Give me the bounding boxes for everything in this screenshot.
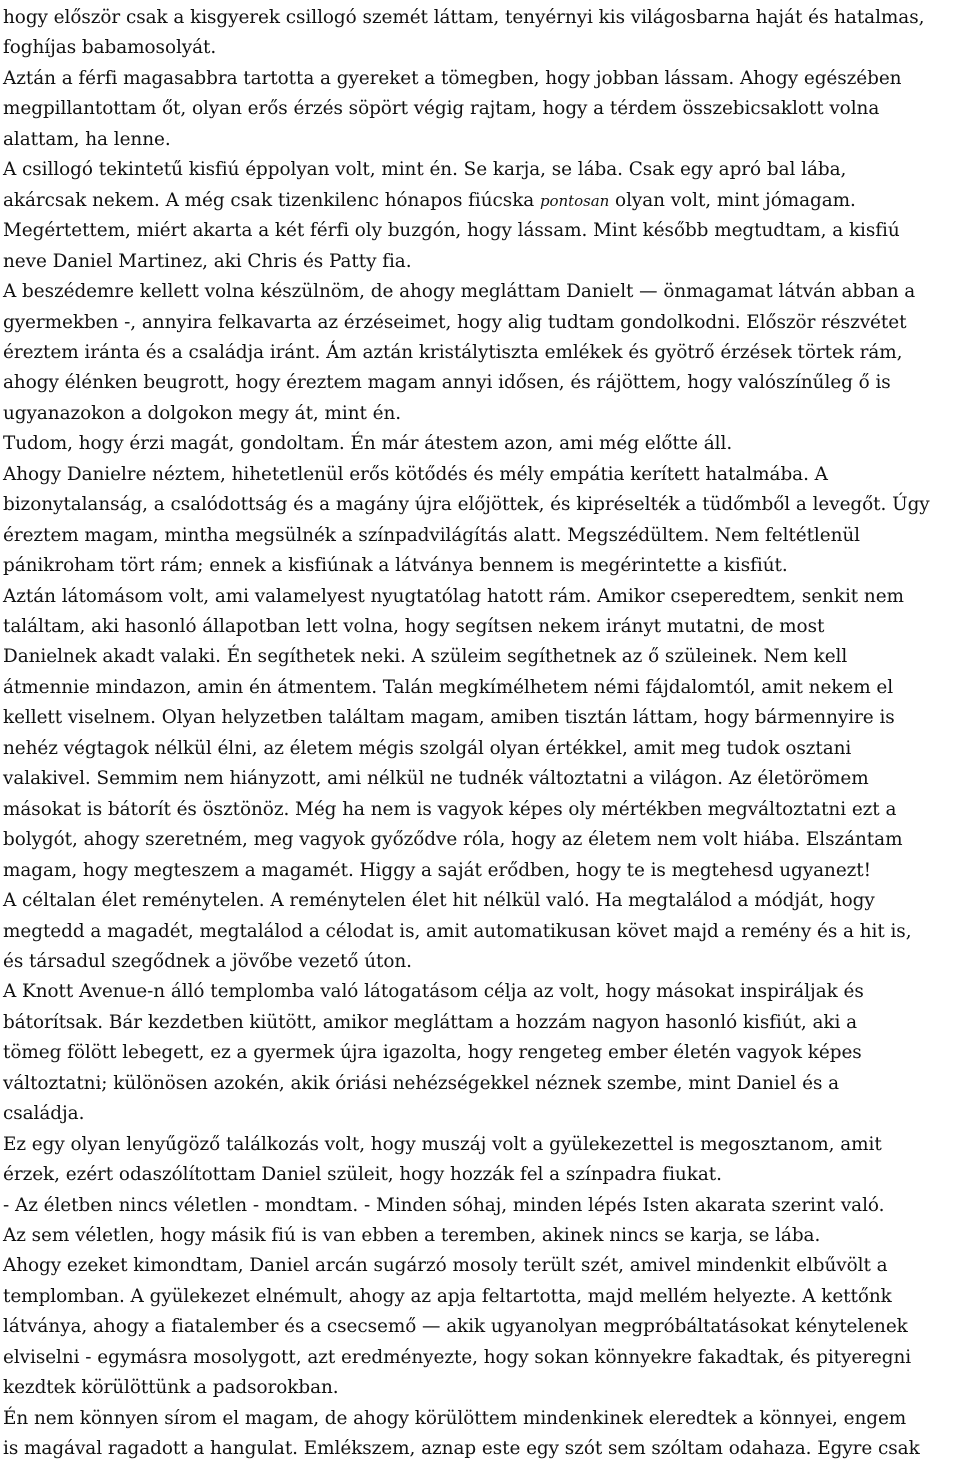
text-line: gyermekben -, annyira felkavarta az érzéseimet, hogy alig tudtam gondolkodni. Először részvétet bbox=[3, 311, 907, 333]
text-line: Az sem véletlen, hogy másik fiú is van ebben a teremben, akinek nincs se karja, se lába. bbox=[3, 1225, 821, 1246]
text-line: is magával ragadott a hangulat. Emlékszem, aznap este egy szót sem szóltam odahaza. Egyre csak bbox=[3, 1438, 920, 1460]
text-line: kellett viselnem. Olyan helyzetben találtam magam, amiben tisztán láttam, hogy bármennyire is bbox=[3, 707, 895, 729]
text-line: Ahogy Danielre néztem, hihetetlenül erős kötődés és mély empátia kerített hatalmába. A bbox=[3, 463, 828, 485]
text-line: bolygót, ahogy szeretném, meg vagyok győződve róla, hogy az életem nem volt hiába. Elszántam bbox=[3, 829, 903, 851]
text-line: A Knott Avenue-n álló templomba való látogatásom célja az volt, hogy másokat inspiráljak és bbox=[3, 981, 864, 1003]
text-line: éreztem iránta és a családja iránt. Ám aztán kristálytiszta emlékek és gyötrő érzések törtek rám, bbox=[3, 341, 903, 363]
text-line: hogy először csak a kisgyerek csillogó szemét láttam, tenyérnyi kis világosbarna haját és hatalmas, bbox=[3, 7, 925, 28]
text-line: Aztán a férfi magasabbra tartotta a gyereket a tömegben, hogy jobban lássam. Ahogy egészében bbox=[3, 67, 902, 89]
text-line: látványa, ahogy a fiatalember és a csecsemő — akik ugyanolyan megpróbáltatásokat kénytelenek bbox=[3, 1316, 908, 1338]
text-line: nehéz végtagok nélkül élni, az életem mégis szolgál olyan értékkel, amit meg tudok osztani bbox=[3, 737, 852, 759]
text-line: - Az életben nincs véletlen - mondtam. - Minden sóhaj, minden lépés Isten akarata szerint való. bbox=[3, 1194, 885, 1216]
text-segment: olyan volt, mint jómagam. bbox=[609, 189, 856, 211]
text-line: pánikroham tört rám; ennek a kisfiúnak a látványa bennem is megérintette a kisfiút. bbox=[3, 555, 788, 577]
text-line: A csillogó tekintetű kisfiú éppolyan volt, mint én. Se karja, se lába. Csak egy apró bal lába, bbox=[3, 159, 847, 181]
text-line: Aztán látomásom volt, ami valamelyest nyugtatólag hatott rám. Amikor cseperedtem, senkit nem bbox=[3, 585, 904, 607]
text-line: templomban. A gyülekezet elnémult, ahogy az apja feltartotta, majd mellém helyezte. A kettőnk bbox=[3, 1285, 892, 1307]
text-line: elviselni - egymásra mosolygott, azt eredményezte, hogy sokan könnyekre fakadtak, és pityeregni bbox=[3, 1346, 912, 1368]
text-line: tömeg fölött lebegett, ez a gyermek újra igazolta, hogy rengeteg ember életén vagyok képes bbox=[3, 1042, 862, 1064]
text-line: Ez egy olyan lenyűgöző találkozás volt, hogy muszáj volt a gyülekezettel is megosztanom, amit bbox=[3, 1133, 882, 1155]
text-segment: akárcsak nekem. A még csak tizenkilenc hónapos fiúcska bbox=[3, 189, 540, 211]
text-line: ahogy élénken beugrott, hogy éreztem magam annyi idősen, és rájöttem, hogy valószínűleg ő is bbox=[3, 372, 891, 394]
italic-word: pontosan bbox=[540, 191, 610, 210]
text-line: Tudom, hogy érzi magát, gondoltam. Én már átestem azon, ami még előtte áll. bbox=[3, 433, 733, 455]
text-line: kezdtek körülöttünk a padsorokban. bbox=[3, 1377, 339, 1399]
text-line: bátorítsak. Bár kezdetben kiütött, amikor megláttam a hozzám nagyon hasonló kisfiút, aki a bbox=[3, 1011, 858, 1033]
text-line: A beszédemre kellett volna készülnöm, de ahogy megláttam Danielt — önmagamat látván abban a bbox=[3, 281, 916, 303]
text-line: megpillantottam őt, olyan erős érzés söpört végig rajtam, hogy a térdem összebicsaklott volna bbox=[3, 98, 880, 120]
text-line: változtatni; különösen azokén, akik óriási nehézségekkel néznek szembe, mint Daniel és a bbox=[3, 1072, 840, 1094]
text-line: A céltalan élet reménytelen. A reménytelen élet hit nélkül való. Ha megtalálod a módját, hogy bbox=[3, 890, 875, 912]
text-line: Ahogy ezeket kimondtam, Daniel arcán sugárzó mosoly terült szét, amivel mindenkit elbűvölt a bbox=[3, 1255, 888, 1277]
text-line: ugyanazokon a dolgokon megy át, mint én. bbox=[3, 402, 402, 424]
text-line: megtedd a magadét, megtalálod a célodat is, amit automatikusan követ majd a remény és a hit is, bbox=[3, 920, 912, 942]
text-line: családja. bbox=[3, 1103, 85, 1125]
text-line: neve Daniel Martinez, aki Chris és Patty fia. bbox=[3, 250, 412, 272]
text-line: alattam, ha lenne. bbox=[3, 128, 171, 150]
text-line: bizonytalanság, a csalódottság és a magány újra előjöttek, és kipréselték a tüdőmből a levegőt. Úgy bbox=[3, 494, 930, 516]
text-line: találtam, aki hasonló állapotban lett volna, hogy segítsen nekem irányt mutatni, de most bbox=[3, 616, 825, 637]
text-line: Megértettem, miért akarta a két férfi oly buzgón, hogy lássam. Mint később megtudtam, a kisfiú bbox=[3, 220, 900, 242]
text-line: átmennie mindazon, amin én átmentem. Talán megkímélhetem némi fájdalomtól, amit nekem el bbox=[3, 676, 894, 698]
text-line: Én nem könnyen sírom el magam, de ahogy körülöttem mindenkinek eleredtek a könnyei, engem bbox=[3, 1407, 907, 1429]
text-line: és társadul szegődnek a jövőbe vezető úton. bbox=[3, 950, 412, 972]
text-line: másokat is bátorít és ösztönöz. Még ha nem is vagyok képes oly mértékben megváltoztatni ezt a bbox=[3, 798, 897, 820]
text-line: valakivel. Semmim nem hiányzott, ami nélkül ne tudnék változtatni a világon. Az életörömem bbox=[3, 768, 869, 790]
text-line: éreztem magam, mintha megsülnék a színpadvilágítás alatt. Megszédültem. Nem feltétlenül bbox=[3, 524, 861, 546]
text-line: magam, hogy megteszem a magamét. Higgy a saját erődben, hogy te is megtehesd ugyanezt! bbox=[3, 859, 871, 881]
text-line: érzek, ezért odaszólítottam Daniel szüleit, hogy hozzák fel a színpadra fiukat. bbox=[3, 1164, 722, 1186]
text-line bbox=[3, 186, 856, 216]
text-line: Danielnek akadt valaki. Én segíthetek neki. A szüleim segíthetnek az ő szüleinek. Nem kell bbox=[3, 646, 848, 668]
text-line: foghíjas babamosolyát. bbox=[3, 37, 217, 59]
